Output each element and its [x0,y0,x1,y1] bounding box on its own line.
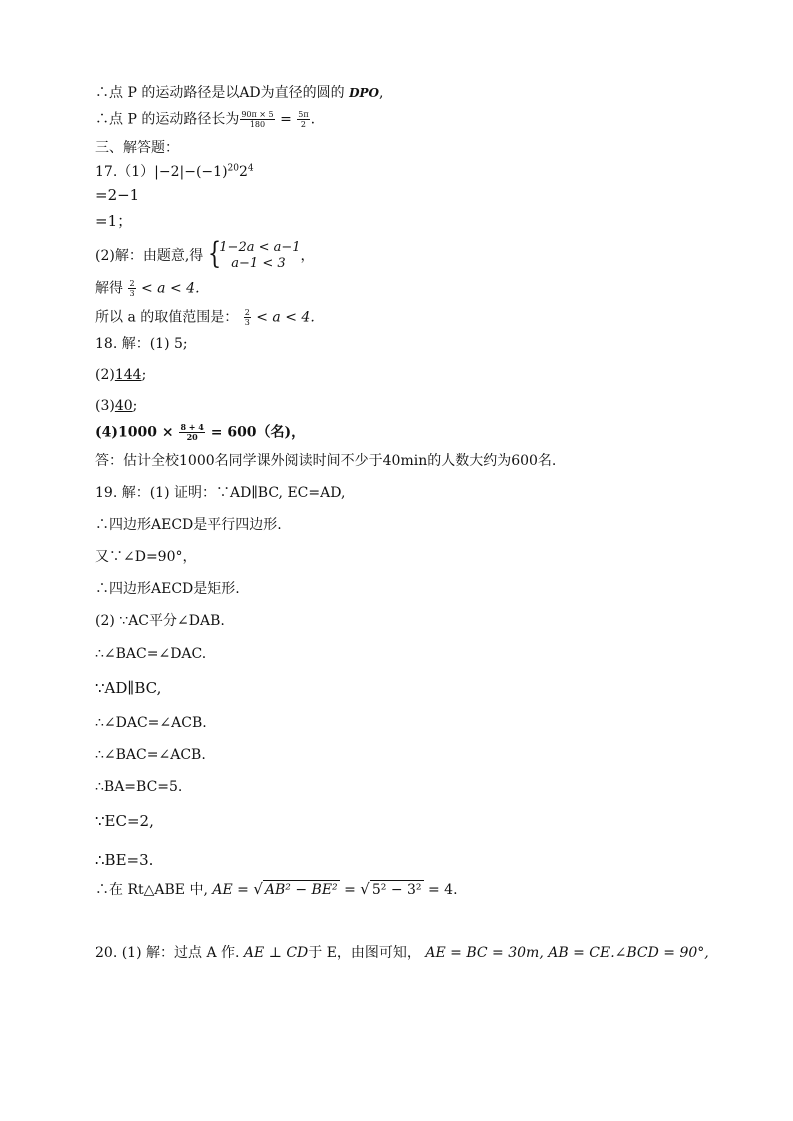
text: (2) [95,367,115,383]
text-line [95,110,315,129]
equation-system [205,236,301,272]
text-line: ∴∠BAC=∠ACB. [95,747,206,763]
text-line: 18. 解：(1) 5; [95,336,188,352]
text: ∴点 P 的运动路径长为 [95,111,240,128]
denominator: 180 [249,120,266,129]
numerator: 8 + 4 [180,422,204,432]
text: 于 E，由图可知， [308,945,421,961]
inequality: < a < 4. [141,280,200,297]
radicand: 5² − 3² [371,882,422,898]
fraction [240,110,274,129]
equation-row: 1−2a < a−1 [219,240,301,255]
fraction [244,308,251,327]
text-line: =1； [95,212,133,230]
text-line [95,279,200,298]
radical-sign: √ [253,880,263,898]
text-line: ∵AD∥BC, [95,679,162,697]
math: AE ⊥ CD [243,945,309,961]
text-line: =2−1 [95,186,140,204]
equals: = [344,882,356,898]
text: 2 [239,164,248,180]
text-line [95,366,146,384]
brace: { [208,236,222,271]
text-line [95,163,254,181]
text-line [95,880,458,899]
text: 所以 a 的取值范围是： [95,309,239,326]
text: ∴点 P 的运动路径是以AD为直径的圆的 [95,85,345,101]
text: 17.（1）|−2|−(−1) [95,164,228,180]
text: ∴在 Rt△ABE 中, [95,882,208,898]
fraction [297,110,309,129]
text-line: ∴BA=BC=5. [95,779,183,795]
text-line [95,397,137,415]
text: ; [141,367,147,383]
text: 20. (1) 解：过点 A 作. [95,945,240,961]
fraction [179,423,204,442]
denominator: 3 [129,289,135,298]
text-line: ∴∠DAC=∠ACB. [95,715,207,731]
text-line [95,84,383,102]
text: 解得 [95,280,123,297]
radicand: AB² − BE² [264,882,338,898]
text-line [95,423,305,442]
numerator: 90π × 5 [241,110,274,119]
text-line [95,308,315,327]
equals: = [280,111,292,128]
text-line: 答：估计全校1000名同学课外阅读时间不少于40min的人数大约为600名. [95,453,557,469]
text-line: 又∵∠D=90°， [95,549,197,565]
equation-row: a−1 < 3 [231,256,286,271]
arc-label: DPO [349,86,379,100]
section-heading: 三、解答题： [95,140,179,156]
text: . [310,111,316,128]
text: , [379,85,384,101]
numerator: 2 [129,279,135,288]
text-line: ∴四边形AECD是矩形. [95,581,240,597]
text: = 4. [427,882,458,898]
numerator: 5π [298,110,309,119]
text: (4)1000 × [95,424,174,441]
text-line [95,944,709,962]
text: (3) [95,398,115,414]
math: AE = BC = 30m, AB = CE.∠BCD = 90°, [425,945,709,961]
text-line: 19. 解：(1) 证明：∵AD∥BC, EC=AD, [95,485,346,501]
fraction [128,279,135,298]
text: ; [132,398,138,414]
text-line [95,236,315,272]
numerator: 2 [244,308,250,317]
text-line: (2) ∵AC平分∠DAB. [95,613,225,629]
denominator: 2 [300,120,307,129]
inequality: < a < 4. [256,309,315,326]
denominator: 20 [186,432,198,442]
text-line: ∴BE=3. [95,851,154,869]
math: AE = [212,882,249,898]
exponent: 20 [227,163,239,174]
text: = 600（名)， [210,424,306,441]
radical-sign: √ [360,880,370,898]
denominator: 3 [244,318,250,327]
text-line: ∴∠BAC=∠DAC. [95,646,207,662]
text-line: ∵EC=2, [95,812,154,830]
text: ， [300,248,315,264]
answer-underlined: 40 [114,398,133,414]
exponent: 4 [247,163,254,174]
answer-underlined: 144 [114,367,142,383]
text-line: ∴四边形AECD是平行四边形. [95,517,282,533]
text: (2)解：由题意,得 [95,248,204,264]
